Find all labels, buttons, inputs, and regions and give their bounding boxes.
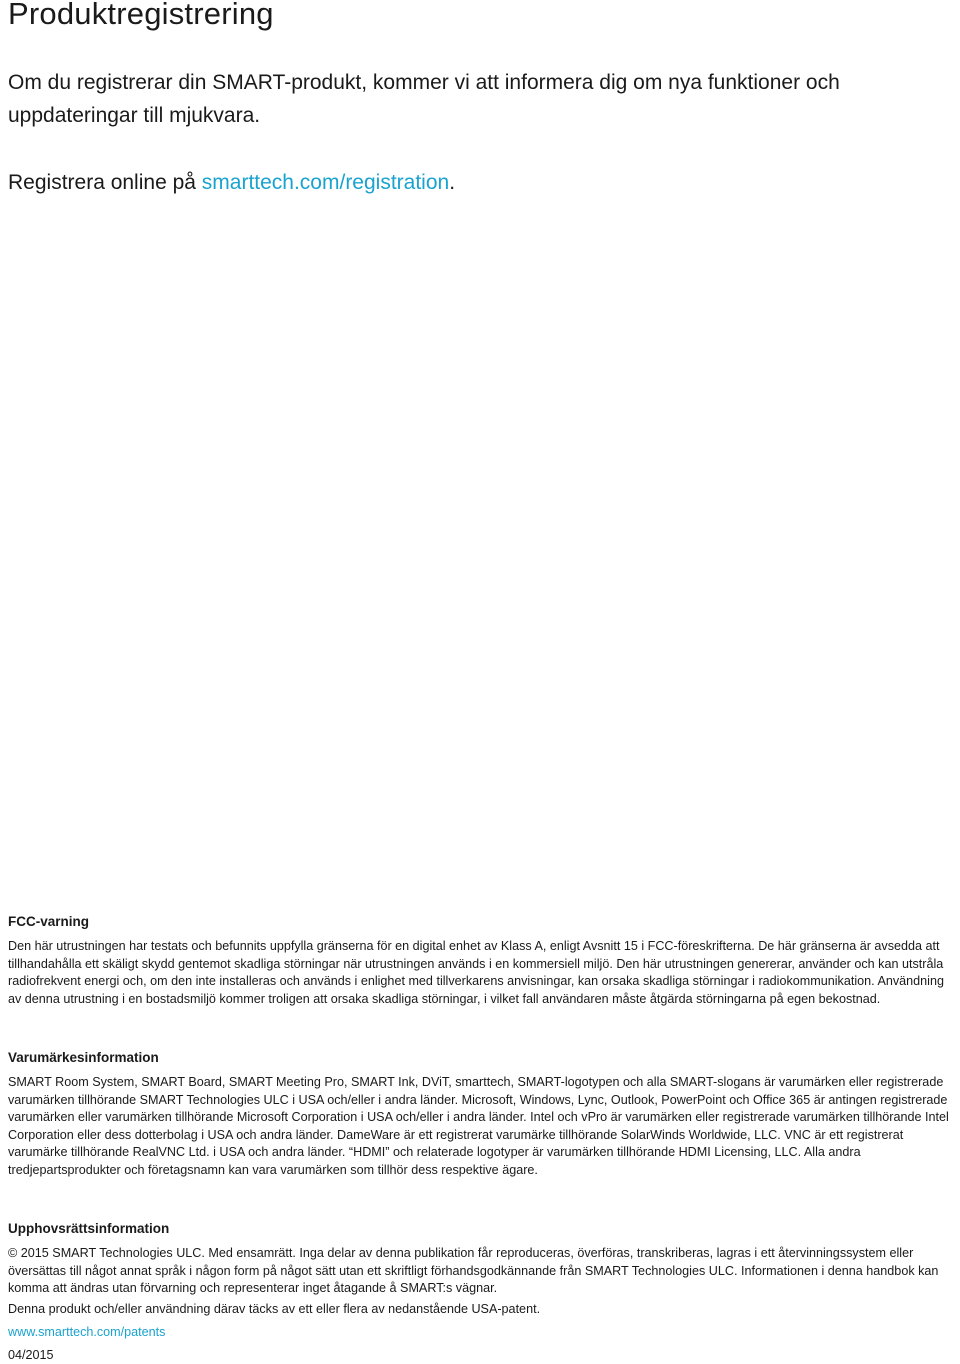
trademark-body: SMART Room System, SMART Board, SMART Meeting Pro, SMART Ink, DViT, smarttech, SMART-logotypen och alla SMART-slogans är varumärken eller registrerade varumärken tillhörande SMART Technologies ULC i USA och/eller i andra länder. Microsoft, Windows, Lync, Outlook, PowerPoint och Office 365 är antingen registrerade varumärken eller varumärken tillhörande Microsoft Corporation i USA och/eller i andra länder. Intel och vPro är varumärken eller registrerade varumärken tillhörande Intel Corporation eller dess dotterbolag i USA och andra länder. DameWare är ett registrerat varumärke tillhörande SolarWinds Worldwide, LLC. VNC är ett registrerat varumärke tillhörande RealVNC Ltd. i USA och andra länder. “HDMI” och relaterade logotyper är varumärken tillhörande HDMI Licensing, LLC. Alla andra tredjepartsprodukter och företagsnamn kan vara varumärken som tillhör dess respektive ägare. xyxy=(8,1075,949,1177)
fcc-section xyxy=(8,912,954,1008)
registration-prefix: Registrera online på xyxy=(8,171,202,194)
registration-link[interactable]: smarttech.com/registration xyxy=(201,171,450,194)
document-date: 04/2015 xyxy=(8,1348,54,1362)
copyright-section xyxy=(8,1219,954,1298)
fcc-body: Den här utrustningen har testats och befunnits uppfylla gränserna för en digital enhet av Klass A, enligt Avsnitt 15 i FCC-föreskrifterna. De här gränserna är avsedda att tillhandahålla ett skäligt skydd gentemot skadliga störningar när utrustningen används i en kommersiell miljö. Den här utrustningen genererar, använder och kan utstråla radiofrekvent energi och, om den inte installeras och används i enlighet med tillverkarens anvisningar, kan orsaka skadliga störningar i radiokommunikation. Användning av denna utrustning i en bostadsmiljö kommer troligen att orsaka skadliga störningar, i vilket fall användaren måste åtgärda störningarna på egen bekostnad. xyxy=(8,939,944,1006)
intro-text: Om du registrerar din SMART-produkt, kommer vi att informera dig om nya funktioner och uppdateringar till mjukvara. xyxy=(8,71,840,127)
trademark-section xyxy=(8,1048,954,1180)
patent-link-line xyxy=(8,1323,165,1341)
registration-line xyxy=(8,166,455,199)
copyright-heading: Upphovsrättsinformation xyxy=(8,1221,170,1236)
copyright-body: © 2015 SMART Technologies ULC. Med ensamrätt. Inga delar av denna publikation får reproduceras, överföras, transkriberas, lagras i ett återvinningssystem eller översättas till något annat språk i någon form på något sätt utan ett skriftligt förhandsgodkännande från SMART Technologies ULC. Informationen i denna handbok kan komma att ändras utan förvarning och representerar inget åtagande å SMART:s vägnar. xyxy=(8,1246,939,1296)
page-title: Produktregistrering xyxy=(8,0,274,31)
patent-link[interactable]: www.smarttech.com/patents xyxy=(8,1325,166,1339)
trademark-heading: Varumärkesinformation xyxy=(8,1050,159,1065)
patent-notice: Denna produkt och/eller användning därav täcks av ett eller flera av nedanstående USA-patent. xyxy=(8,1302,541,1316)
registration-suffix: . xyxy=(449,171,456,194)
fcc-heading: FCC-varning xyxy=(8,914,89,929)
